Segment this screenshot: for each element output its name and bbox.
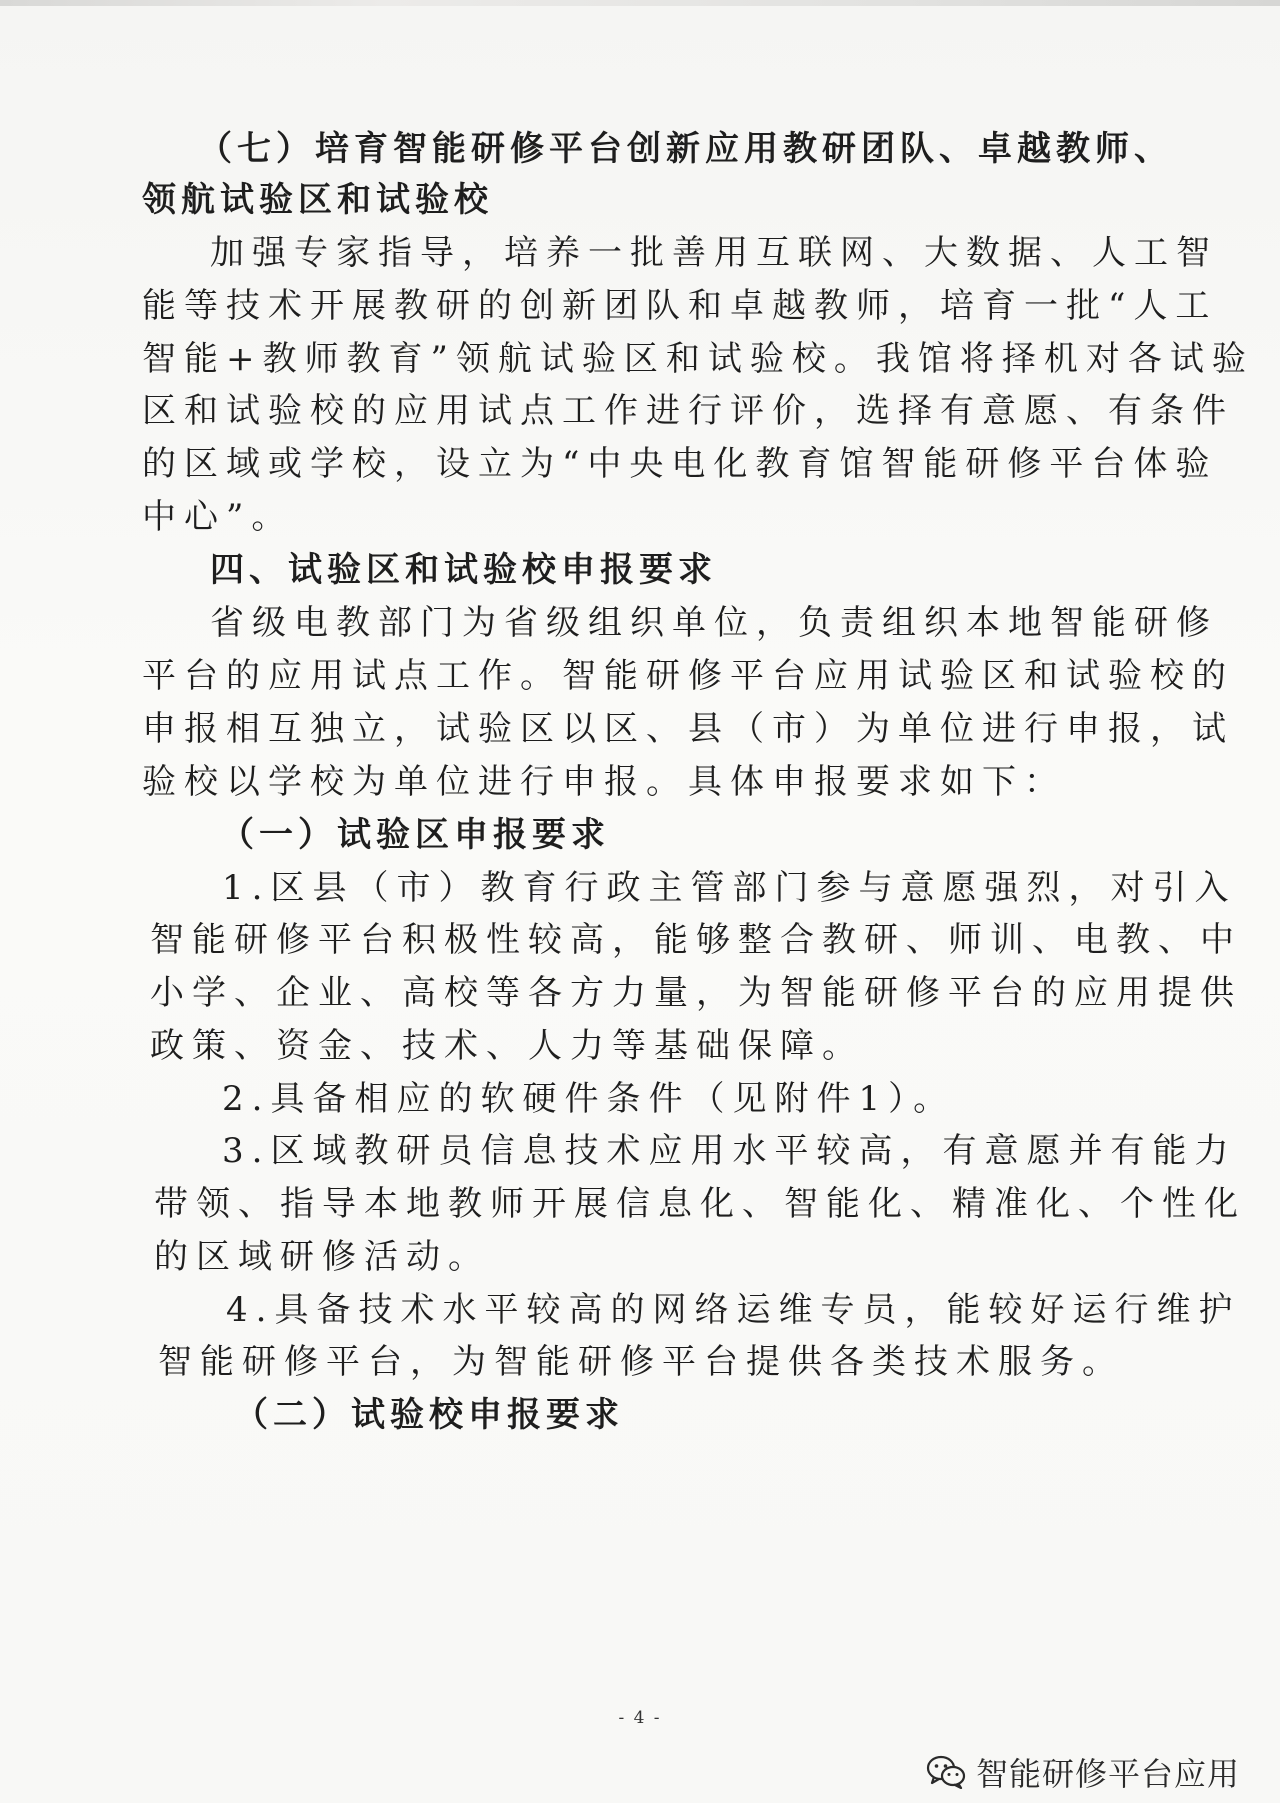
paragraph-line: 3.区域教研员信息技术应用水平较高，有意愿并有能力	[222, 1131, 1237, 1171]
page-number: - 4 -	[618, 1708, 662, 1728]
watermark-text: 智能研修平台应用	[975, 1755, 1240, 1793]
paragraph-line: 智能+教师教育”领航试验区和试验校。我馆将择机对各试验	[142, 339, 1254, 379]
paragraph-line: 省级电教部门为省级组织单位，负责组织本地智能研修	[210, 603, 1218, 643]
paragraph-line: 小学、企业、高校等各方力量，为智能研修平台的应用提供	[150, 973, 1242, 1013]
paragraph-line: 智能研修平台，为智能研修平台提供各类技术服务。	[158, 1342, 1124, 1382]
paragraph-line: 区和试验校的应用试点工作进行评价，选择有意愿、有条件	[142, 391, 1234, 431]
paragraph-line: 带领、指导本地教师开展信息化、智能化、精准化、个性化	[154, 1184, 1246, 1224]
paragraph-line: 验校以学校为单位进行申报。具体申报要求如下：	[142, 762, 1066, 802]
subsection-heading-2: （二）试验校申报要求	[234, 1395, 624, 1435]
paragraph-line: 1.区县（市）教育行政主管部门参与意愿强烈，对引入	[222, 868, 1237, 908]
paragraph-line: 加强专家指导，培养一批善用互联网、大数据、人工智	[210, 233, 1218, 273]
paragraph-line: 4.具备技术水平较高的网络运维专员，能较好运行维护	[226, 1290, 1241, 1330]
subsection-heading-1: （一）试验区申报要求	[220, 815, 610, 855]
scan-edge	[0, 0, 1280, 6]
paragraph-line: 中心”。	[142, 497, 294, 537]
paragraph-line: 的区域或学校，设立为“中央电化教育馆智能研修平台体验	[142, 444, 1218, 484]
paragraph-line: 智能研修平台积极性较高，能够整合教研、师训、电教、中	[150, 920, 1242, 960]
watermark	[926, 1749, 1240, 1795]
paragraph-line: 平台的应用试点工作。智能研修平台应用试验区和试验校的	[142, 656, 1234, 696]
wechat-icon	[926, 1755, 966, 1789]
section-heading-7-line-2: 领航试验区和试验校	[142, 180, 493, 220]
paragraph-line: 申报相互独立，试验区以区、县（市）为单位进行申报，试	[142, 709, 1234, 749]
section-heading-4: 四、试验区和试验校申报要求	[210, 550, 717, 590]
paragraph-line: 2.具备相应的软硬件条件（见附件1）。	[222, 1079, 956, 1119]
section-heading-7-line-1: （七）培育智能研修平台创新应用教研团队、卓越教师、	[198, 129, 1173, 169]
paragraph-line: 政策、资金、技术、人力等基础保障。	[150, 1026, 864, 1066]
paragraph-line: 的区域研修活动。	[154, 1237, 490, 1277]
paragraph-line: 能等技术开展教研的创新团队和卓越教师，培育一批“人工	[142, 286, 1218, 326]
